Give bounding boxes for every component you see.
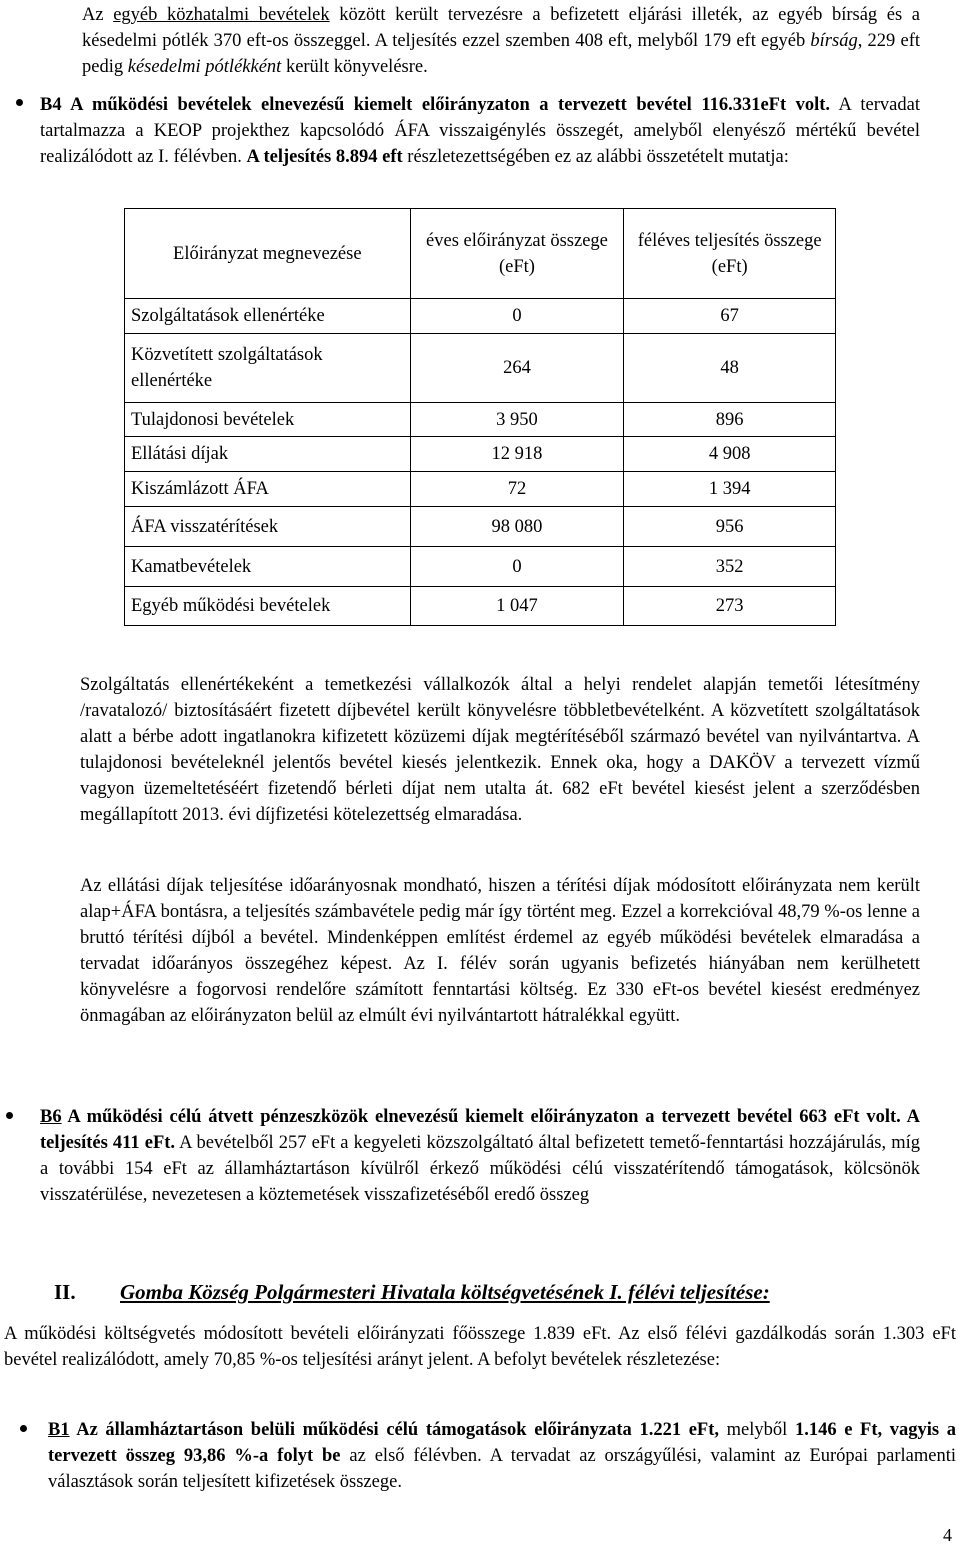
row-plan: 0 bbox=[410, 547, 624, 587]
row-actual: 896 bbox=[624, 403, 836, 437]
paragraph-public-revenues bbox=[82, 2, 920, 80]
text: került könyvelésre. bbox=[281, 57, 428, 77]
bold-underlined-code: B1 bbox=[48, 1420, 70, 1440]
row-actual: 352 bbox=[624, 547, 836, 587]
bold-text: A teljesítés 8.894 eft bbox=[246, 147, 403, 167]
text: az első félévben. A tervadat az országyűlési, valamint az Európai parlamenti választások során teljesített kifizetések összege. bbox=[48, 1446, 957, 1492]
text: melyből bbox=[719, 1420, 795, 1440]
table-row bbox=[125, 507, 836, 547]
table-row bbox=[125, 472, 836, 507]
table-row bbox=[125, 334, 836, 403]
paragraph-services: Szolgáltatás ellenértékeként a temetkezési vállalkozók által a helyi rendelet alapján temetői létesítmény /ravatalozó/ biztosításáért fizetett díjbevétel került könyvelésre többletbevételként. A közvetített szolgáltatások alatt a bérbe adott ingatlanokra kifizetett közüzemi díjak megtérítéséből származó bevétel van nyilvántartva. A tulajdonosi bevételeknél jelentős bevétel kiesés jelentkezik. Ennek oka, hogy a DAKÖV a tervezett vízmű vagyon üzemeltetéséért fizetendő bérleti díjat nem utalta át. 682 eFt bevétel kiesést jelent a szerződésben megállapított 2013. évi díjfizetési kötelezettség elmaradása. bbox=[80, 675, 920, 825]
row-name: Közvetített szolgáltatások ellenértéke bbox=[125, 334, 411, 403]
section-title: Gomba Község Polgármesteri Hivatala költségvetésének I. félévi teljesítése: bbox=[120, 1280, 770, 1304]
row-name: Egyéb működési bevételek bbox=[125, 587, 411, 626]
bold-text: A működési célú átvett pénzeszközök elnevezésű kiemelt előirányzaton a tervezett bevétel 663 eFt volt. A teljesítés 411 eFt. bbox=[40, 1107, 920, 1153]
row-actual: 4 908 bbox=[624, 437, 836, 472]
row-plan: 0 bbox=[410, 299, 624, 334]
header-name: Előirányzat megnevezése bbox=[125, 209, 411, 299]
table-row bbox=[125, 299, 836, 334]
text: között került tervezésre a befizetett eljárási illeték, az egyéb bírság és a késedelmi pótlék 370 eft-os összeggel. A teljesítés ezzel szemben 408 eft, melyből 179 eft egyéb bbox=[82, 5, 920, 51]
italic-term: bírság bbox=[810, 31, 858, 51]
paragraph-budget: A működési költségvetés módosított bevételi előirányzati főösszege 1.839 eFt. Az első félévi gazdálkodás során 1.303 eFt bevétel realizálódott, amely 70,85 %-os teljesítési arányt jelent. A befolyt bevételek részletezése: bbox=[4, 1324, 956, 1370]
row-plan: 1 047 bbox=[410, 587, 624, 626]
row-name: ÁFA visszatérítések bbox=[125, 507, 411, 547]
table-row bbox=[125, 437, 836, 472]
text: A tervadat tartalmazza a KEOP projekthez kapcsolódó ÁFA visszaigénylés összegét, amelyből elenyésző mértékű bevétel realizálódott az I. félévben. bbox=[40, 95, 920, 167]
row-plan: 264 bbox=[410, 334, 624, 403]
header-plan: éves előirányzat összege (eFt) bbox=[410, 209, 624, 299]
text: Az bbox=[82, 5, 114, 25]
table-row bbox=[125, 547, 836, 587]
text: , 229 eft pedig bbox=[82, 31, 920, 77]
header-actual: féléves teljesítés összege (eFt) bbox=[624, 209, 836, 299]
section-number: II. bbox=[54, 1280, 76, 1304]
bullet-icon bbox=[6, 1112, 13, 1119]
italic-term: késedelmi pótlékként bbox=[127, 57, 282, 77]
revenue-table bbox=[124, 208, 836, 626]
section-heading bbox=[54, 1278, 920, 1306]
paragraph-b1 bbox=[48, 1417, 956, 1495]
paragraph-b4 bbox=[40, 92, 920, 170]
row-name: Szolgáltatások ellenértéke bbox=[125, 299, 411, 334]
bold-text: B4 A működési bevételek elnevezésű kiemelt előirányzaton a tervezett bevétel 116.331eFt volt. bbox=[40, 95, 831, 115]
paragraph-fees: Az ellátási díjak teljesítése időarányosnak mondható, hiszen a térítési díjak módosított előirányzata nem került alap+ÁFA bontásra, a teljesítés számbavétele pedig már így történt meg. Ezzel a korrekcióval 48,79 %-os lenne a bruttó térítési díjból a bevétel. Mindenképpen említést érdemel az egyéb működési bevételek elmaradása a tervadat időarányos összegéhez képest. Az I. félév során ugyanis befizetés hiányában nem kerülhetett könyvelésre a fogorvosi rendelőre számított fenntartási költség. Ez 330 eFt-os bevétel kiesést eredményez önmagában az előirányzaton belül az elmúlt évi nyilvántartott hátralékkal együtt. bbox=[80, 876, 920, 1026]
row-plan: 72 bbox=[410, 472, 624, 507]
text: részletezettségében ez az alábbi összetételt mutatja: bbox=[402, 147, 789, 167]
row-actual: 956 bbox=[624, 507, 836, 547]
bullet-icon bbox=[16, 99, 23, 106]
row-name: Tulajdonosi bevételek bbox=[125, 403, 411, 437]
row-actual: 273 bbox=[624, 587, 836, 626]
table-row bbox=[125, 403, 836, 437]
row-actual: 1 394 bbox=[624, 472, 836, 507]
row-plan: 3 950 bbox=[410, 403, 624, 437]
row-plan: 98 080 bbox=[410, 507, 624, 547]
underlined-term: egyéb közhatalmi bevételek bbox=[113, 5, 330, 25]
row-plan: 12 918 bbox=[410, 437, 624, 472]
bold-underlined-code: B6 bbox=[40, 1107, 62, 1127]
bullet-icon bbox=[20, 1425, 27, 1432]
row-name: Kiszámlázott ÁFA bbox=[125, 472, 411, 507]
paragraph-b6 bbox=[40, 1104, 920, 1208]
row-actual: 48 bbox=[624, 334, 836, 403]
text: A bevételből 257 eFt a kegyeleti közszolgáltató által befizetett temető-fenntartási hozzájárulás, míg a további 154 eFt az államháztartáson kívülről érkező működési célú visszatérítendő támogatások, kölcsönök visszatérülése, nevezetesen a köztemetések visszafizetéséből eredő összeg bbox=[40, 1133, 920, 1205]
table-row bbox=[125, 587, 836, 626]
row-actual: 67 bbox=[624, 299, 836, 334]
row-name: Kamatbevételek bbox=[125, 547, 411, 587]
page-number: 4 bbox=[943, 1525, 952, 1545]
table-header-row bbox=[125, 209, 836, 299]
row-name: Ellátási díjak bbox=[125, 437, 411, 472]
bold-text: Az államháztartáson belüli működési célú támogatások előirányzata 1.221 eFt, bbox=[69, 1420, 720, 1440]
bold-text: 1.146 e Ft, vagyis a tervezett összeg 93,86 %-a folyt be bbox=[48, 1420, 957, 1466]
